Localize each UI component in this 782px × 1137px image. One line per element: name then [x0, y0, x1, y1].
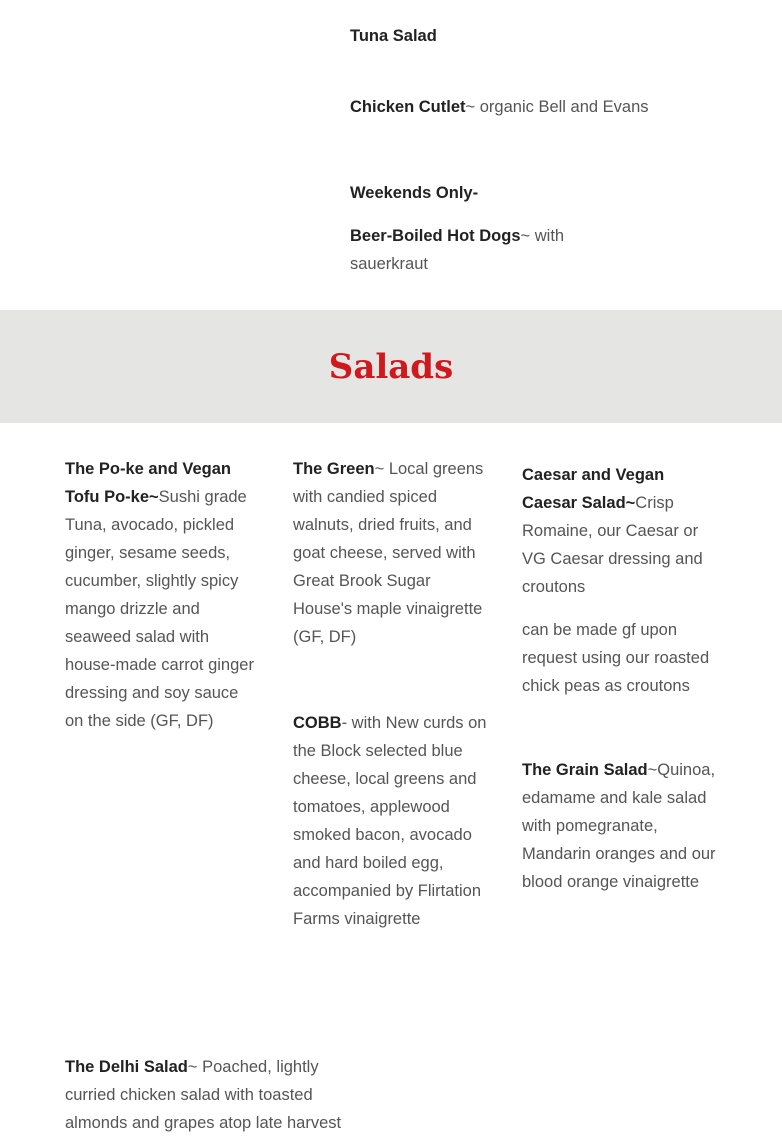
menu-item-poke	[65, 455, 255, 735]
menu-item-cobb	[293, 709, 493, 933]
section-title: Salads	[328, 347, 454, 387]
item-description: Crisp Romaine, our Caesar or VG Caesar dressing and croutons	[522, 494, 703, 596]
item-description: - with New curds on the Block selected blue cheese, local greens and tomatoes, applewood smoked bacon, avocado and hard boiled egg, accompanied by Flirtation Farms vinaigrette	[293, 714, 487, 928]
menu-item-tuna-salad	[350, 22, 437, 50]
caesar-note: can be made gf upon request using our roasted chick peas as croutons	[522, 621, 710, 695]
item-name: Beer-Boiled Hot Dogs	[350, 227, 521, 245]
item-description: ~Quinoa, edamame and kale salad with pomegranate, Mandarin oranges and our blood orange vinaigrette	[522, 761, 716, 891]
item-description: ~ with sauerkraut	[350, 227, 565, 273]
item-description: ~ Poached, lightly curried chicken salad with toasted almonds and grapes atop late harvest	[65, 1058, 342, 1132]
item-description: ~ Local greens with candied spiced walnuts, dried fruits, and goat cheese, served with Great Brook Sugar House's maple vinaigrette (GF, DF)	[293, 460, 484, 646]
item-description: Sushi grade Tuna, avocado, pickled ginger, sesame seeds, cucumber, slightly spicy mango drizzle and seaweed salad with house-made carrot ginger dressing and soy sauce on the side (GF, DF)	[65, 488, 254, 730]
item-description: ~ organic Bell and Evans	[465, 98, 649, 116]
item-name: The Delhi Salad	[65, 1058, 188, 1076]
weekends-only-heading: Weekends Only-	[350, 184, 479, 202]
item-name: Caesar and Vegan Caesar Salad~	[522, 466, 665, 512]
item-name: The Grain Salad	[522, 761, 648, 779]
menu-item-delhi-salad	[65, 1053, 360, 1137]
item-name: COBB	[293, 714, 342, 732]
item-name: The Po-ke and Vegan Tofu Po-ke~	[65, 460, 231, 506]
item-name: Chicken Cutlet	[350, 98, 466, 116]
item-name: The Green	[293, 460, 375, 478]
menu-item-grain-salad	[522, 756, 722, 896]
menu-item-chicken-cutlet	[350, 93, 670, 121]
menu-item-hot-dogs	[350, 222, 575, 278]
menu-item-the-green	[293, 455, 493, 651]
menu-item-caesar	[522, 461, 717, 601]
item-name: Tuna Salad	[350, 27, 437, 45]
